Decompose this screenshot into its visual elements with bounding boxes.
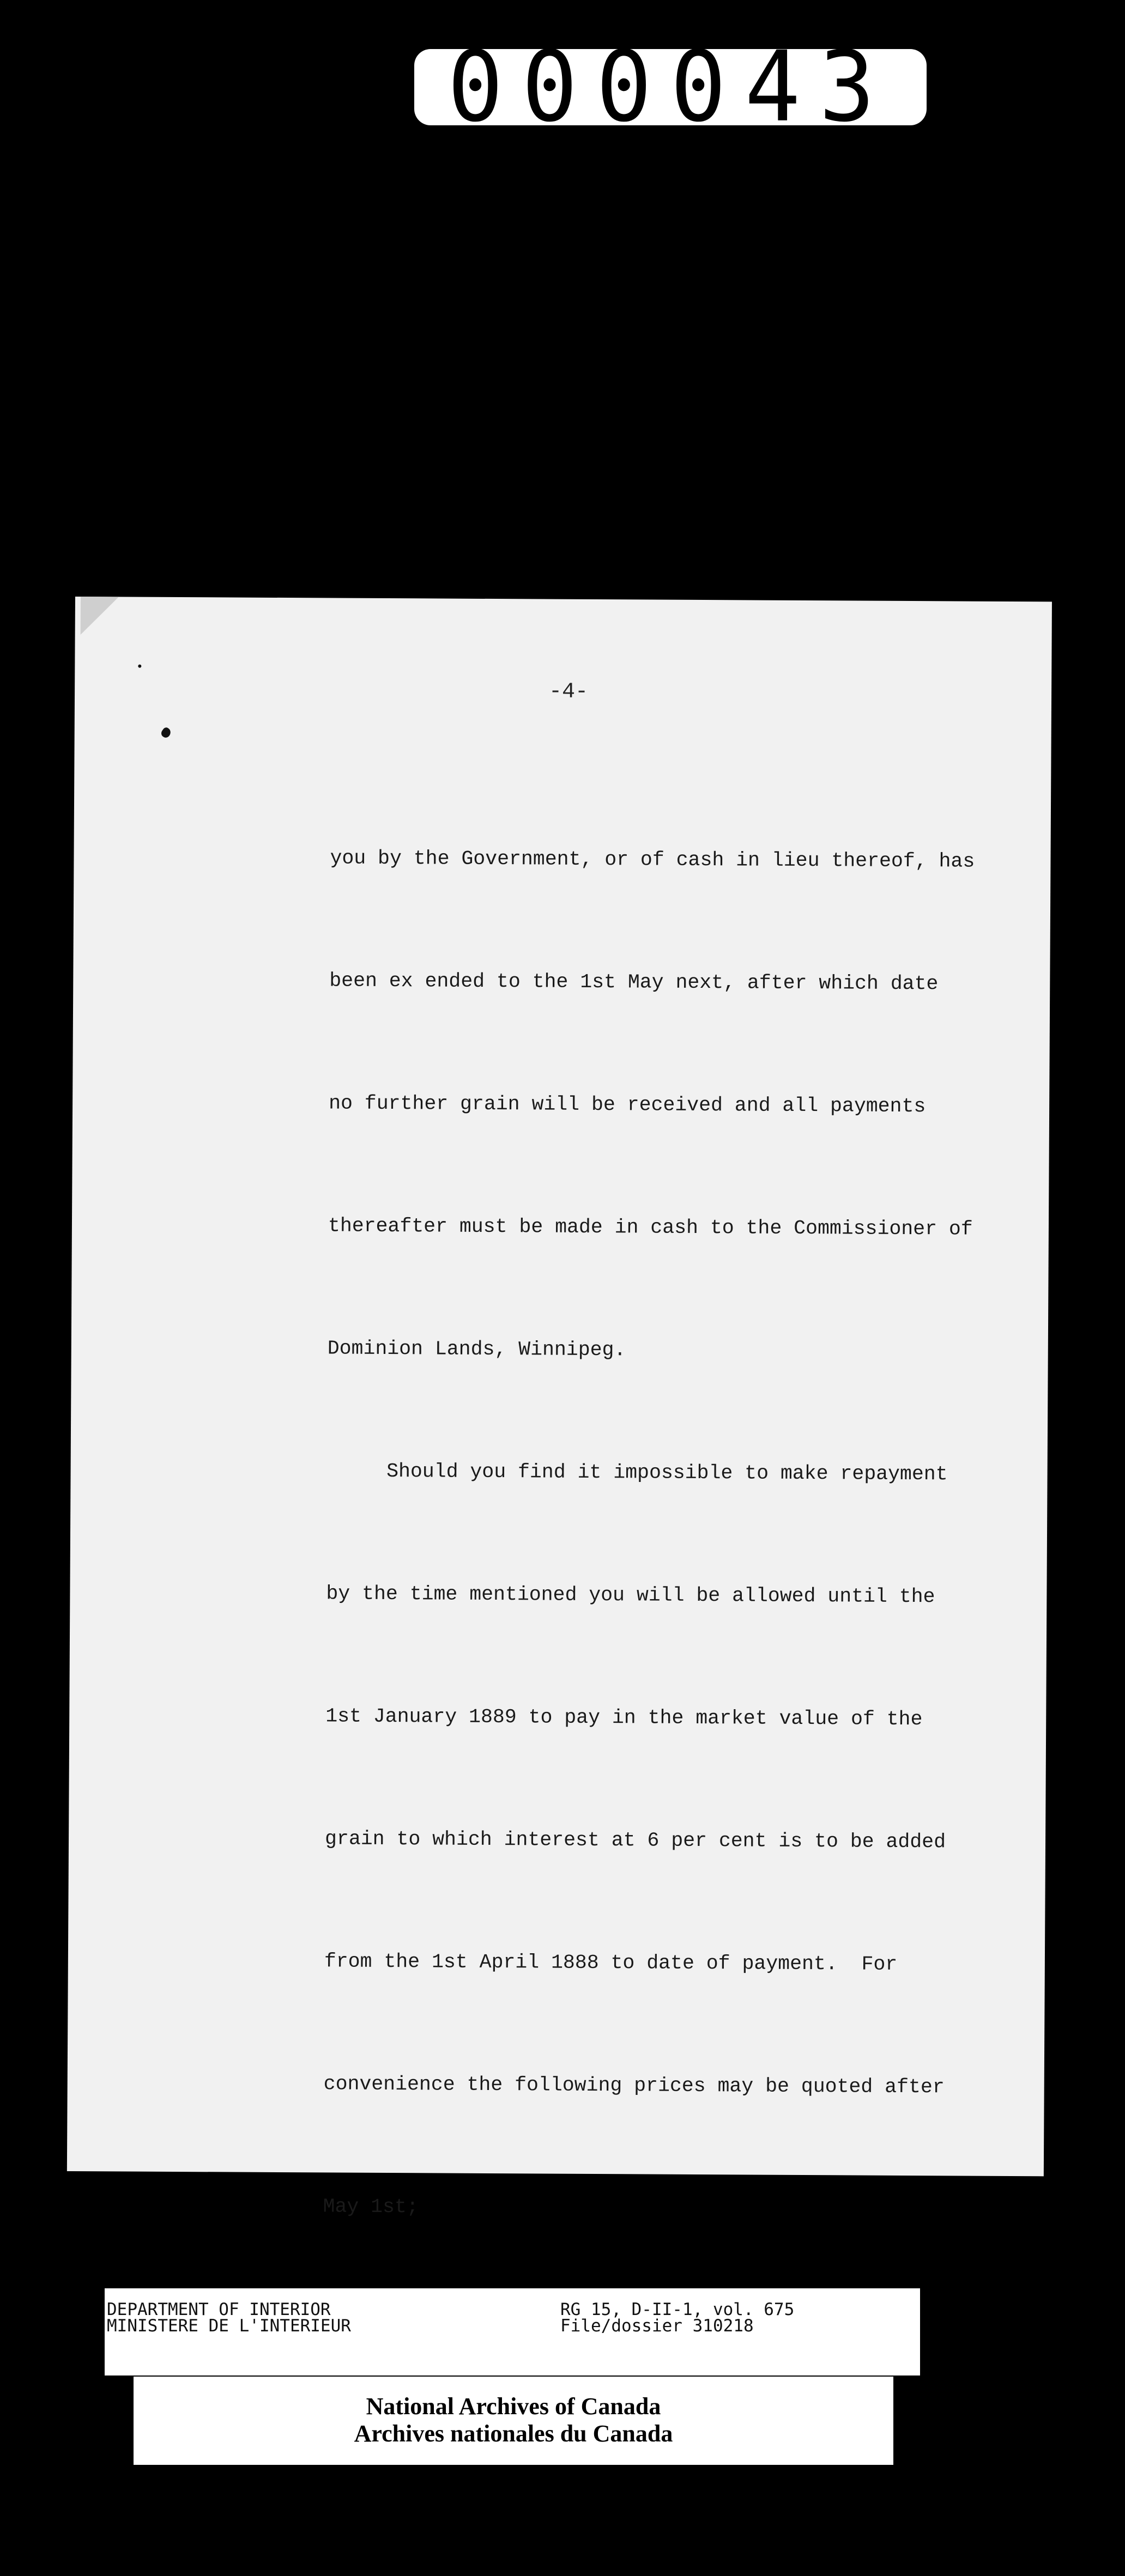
body-line: from the 1st April 1888 to date of payment. For [324, 1950, 898, 1976]
archives-label [134, 2377, 893, 2465]
department-name [107, 2301, 351, 2334]
body-line: Dominion Lands, Winnipeg. [327, 1337, 626, 1362]
page-number: -4- [548, 679, 589, 704]
body-line: you by the Government, or of cash in lieu thereof, has [330, 847, 975, 873]
page-fold [81, 597, 119, 635]
body-line: grain to which interest at 6 per cent is to be added [324, 1827, 946, 1854]
frame-counter [414, 31, 927, 144]
frame-number: 000043 [447, 31, 894, 144]
body-line: 1st January 1889 to pay in the market value of the [325, 1705, 923, 1731]
file-dossier: File/dossier 310218 [560, 2316, 754, 2336]
letter-body [323, 756, 1007, 2312]
body-line: May 1st; [323, 2195, 419, 2219]
body-line: been ex ended to the 1st May next, after which date [329, 969, 939, 995]
body-line: by the time mentioned you will be allowed until the [326, 1582, 935, 1608]
body-line: convenience the following prices may be quoted after [323, 2073, 945, 2099]
body-line: thereafter must be made in cash to the Commissioner of [328, 1214, 973, 1241]
body-line: Should you find it impossible to make repayment [326, 1460, 948, 1486]
department-en: DEPARTMENT OF INTERIOR [107, 2300, 331, 2319]
page-speck [160, 726, 172, 739]
file-reference [560, 2301, 794, 2334]
archives-name-en: National Archives of Canada [366, 2393, 661, 2420]
department-fr: MINISTERE DE L'INTERIEUR [107, 2316, 351, 2336]
body-line: no further grain will be received and all payments [329, 1092, 926, 1118]
reference-label [105, 2288, 920, 2375]
page-speck [137, 664, 142, 668]
letter-page [67, 597, 1052, 2219]
record-group: RG 15, D-II-1, vol. 675 [560, 2300, 795, 2319]
archives-name-fr: Archives nationales du Canada [354, 2420, 673, 2447]
